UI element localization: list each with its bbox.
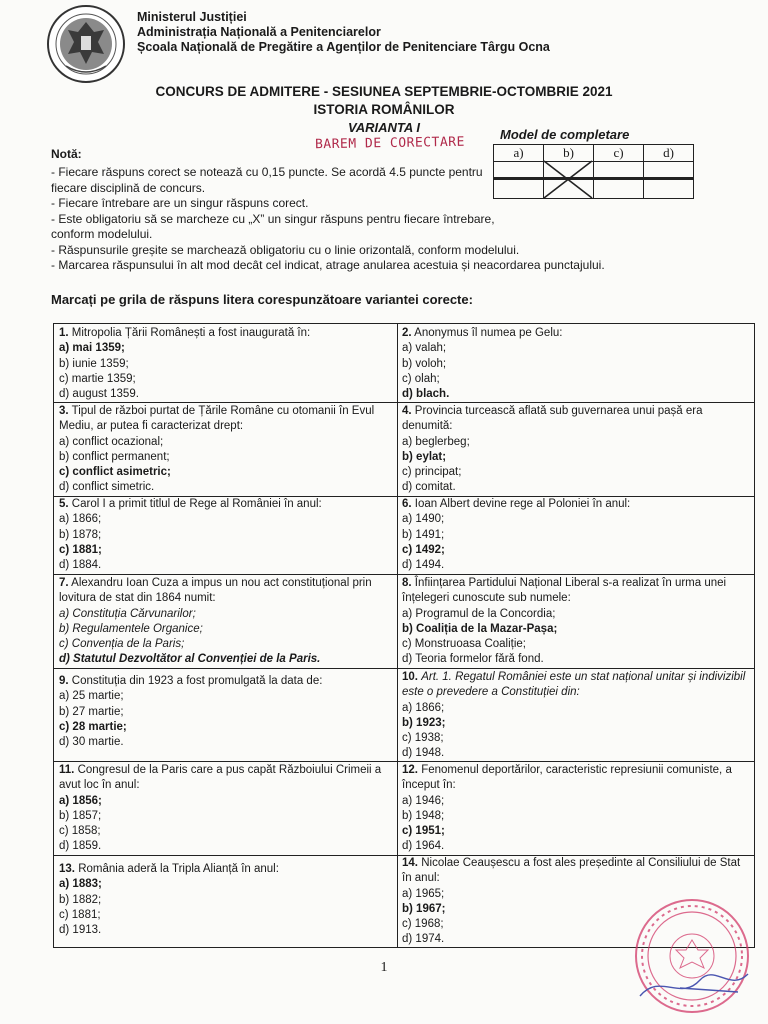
answer-option: d) august 1359. <box>59 388 139 401</box>
answer-option-correct: a) mai 1359; <box>59 342 125 355</box>
answer-option: a) 1866; <box>59 513 102 526</box>
model-header-d: d) <box>644 145 694 162</box>
institution-header <box>137 10 550 55</box>
answer-option: b) 1857; <box>59 809 102 822</box>
grid-divider <box>53 668 755 669</box>
answer-option: a) 1965; <box>402 887 445 900</box>
answer-option-correct: b) eylat; <box>402 450 447 463</box>
answer-option-correct: b) 1923; <box>402 716 446 729</box>
answer-option: d) 1859. <box>59 840 102 853</box>
question-3 <box>59 404 393 496</box>
note-line: fiecare disciplină de concurs. <box>51 180 206 195</box>
answer-option: a) Programul de la Concordia; <box>402 607 556 620</box>
answer-option: b) 1491; <box>402 528 445 541</box>
question-stem: Fenomenul deportărilor, caracteristic represiunii comuniste, a început în: <box>402 764 732 792</box>
answer-option: b) 27 martie; <box>59 705 124 718</box>
answer-option: b) conflict permanent; <box>59 450 170 463</box>
exam-subject: ISTORIA ROMÂNILOR <box>313 102 455 117</box>
answer-option: d) conflict simetric. <box>59 481 155 494</box>
answer-option: c) 1858; <box>59 825 101 838</box>
question-7 <box>59 576 393 668</box>
answer-option: b) 1948; <box>402 809 445 822</box>
ministry-logo <box>46 4 126 84</box>
answer-option: b) voloh; <box>402 357 447 370</box>
question-1 <box>59 326 393 402</box>
answer-option: d) 1884. <box>59 559 102 572</box>
model-header-a: a) <box>494 145 544 162</box>
answer-option: c) principat; <box>402 466 462 479</box>
question-10 <box>402 670 752 762</box>
answer-option: a) valah; <box>402 342 447 355</box>
answer-option: c) olah; <box>402 372 440 385</box>
question-stem: Constituția din 1923 a fost promulgată la data de: <box>71 675 323 687</box>
answer-option: a) Constituția Cărvunarilor; <box>59 607 196 620</box>
answer-option: b) iunie 1359; <box>59 357 129 370</box>
question-2 <box>402 326 752 402</box>
answer-option: a) 1866; <box>402 701 445 714</box>
page-number: 1 <box>380 960 388 975</box>
question-stem: Congresul de la Paris care a pus capăt Războiului Crimeii a avut loc în anul: <box>59 764 382 792</box>
model-cell <box>644 179 694 199</box>
answer-option: a) 1946; <box>402 794 445 807</box>
answer-option: a) beglerbeg; <box>402 435 470 448</box>
question-stem: Înființarea Partidului Național Liberal s-a realizat în urma unei înțelegeri cunoscute sub numele: <box>402 577 727 605</box>
institution-line-2: Administrația Națională a Penitenciarelor <box>137 25 381 39</box>
question-number: 10. <box>402 671 418 683</box>
answer-option: d) 1913. <box>59 924 102 937</box>
answer-option-correct: c) 1492; <box>402 543 445 556</box>
answer-option: a) 25 martie; <box>59 690 124 703</box>
grid-instruction: Marcați pe grila de răspuns litera corespunzătoare variantei corecte: <box>51 292 473 307</box>
grid-divider <box>53 574 755 575</box>
answer-option: d) Teoria formelor fără fond. <box>402 653 544 666</box>
answer-option-correct: a) 1856; <box>59 794 102 807</box>
note-line: conform modelului. <box>51 227 153 241</box>
question-stem: Nicolae Ceaușescu a fost ales președinte al Consiliului de Stat în anul: <box>402 857 741 885</box>
answer-option: d) 1974. <box>402 933 445 946</box>
question-number: 2. <box>402 327 412 339</box>
question-6 <box>402 497 752 573</box>
answer-option: d) 1494. <box>402 559 445 572</box>
answer-option-correct: c) 1951; <box>402 825 445 838</box>
question-stem: Art. 1. Regatul României este un stat național unitar și indivizibil este o prevedere a Constituției din: <box>402 671 746 699</box>
model-header-b: b) <box>544 145 594 162</box>
question-number: 6. <box>402 498 412 510</box>
question-13 <box>59 862 393 938</box>
question-number: 8. <box>402 577 412 589</box>
note-line: - Răspunsurile greșite se marchează obligatoriu cu o linie orizontală, conform modelului. <box>51 242 520 257</box>
note-line: - Marcarea răspunsului în alt mod decât cel indicat, atrage anularea acestuia și neacordarea punctajului. <box>51 258 605 272</box>
answer-option: a) 1490; <box>402 513 445 526</box>
model-title: Model de completare <box>500 127 630 142</box>
institution-line-3: Școala Națională de Pregătire a Agenților de Penitenciare Târgu Ocna <box>137 40 550 54</box>
note-line: - Fiecare răspuns corect se notează cu 0,15 puncte. Se acordă 4.5 puncte pentru <box>51 165 483 179</box>
model-header-c: c) <box>594 145 644 162</box>
answer-option: d) 1964. <box>402 840 445 853</box>
answer-option: b) Regulamentele Organice; <box>59 622 203 635</box>
question-number: 1. <box>59 327 69 339</box>
question-9 <box>59 674 393 750</box>
answer-option: c) Monstruoasa Coaliție; <box>402 638 526 651</box>
question-11 <box>59 763 393 855</box>
answer-option-correct: a) 1883; <box>59 878 102 891</box>
answer-option-correct: c) conflict asimetric; <box>59 466 171 479</box>
institution-line-1: Ministerul Justiției <box>137 10 247 24</box>
exam-variant: VARIANTA I <box>348 120 420 135</box>
question-4 <box>402 404 752 496</box>
question-number: 11. <box>59 764 75 776</box>
note-line: - Este obligatoriu să se marcheze cu „X” un singur răspuns pentru fiecare întrebare, <box>51 211 495 226</box>
question-stem: Tipul de război purtat de Țările Române cu otomanii în Evul Mediu, ar putea fi caracterizat drept: <box>59 405 375 433</box>
answer-option-correct: b) Coaliția de la Mazar-Pașa; <box>402 622 558 635</box>
question-number: 3. <box>59 405 69 417</box>
notes-list <box>51 165 611 274</box>
answer-option-correct: b) 1967; <box>402 902 446 915</box>
question-stem: Alexandru Ioan Cuza a impus un nou act constituțional prin lovitura de stat din 1864 numit: <box>59 577 372 605</box>
note-line: - Fiecare întrebare are un singur răspuns corect. <box>51 196 309 210</box>
question-stem: Mitropolia Țării Românești a fost inaugurată în: <box>71 327 311 339</box>
model-cell <box>644 162 694 179</box>
official-stamp-icon <box>620 892 760 1017</box>
question-5 <box>59 497 393 573</box>
answer-option-correct: c) 1881; <box>59 543 102 556</box>
answer-option-correct: d) Statutul Dezvoltător al Convenției de la Paris. <box>59 653 321 666</box>
answer-option: a) conflict ocazional; <box>59 435 164 448</box>
answer-option: c) 1881; <box>59 908 101 921</box>
answer-option-correct: c) 28 martie; <box>59 720 127 733</box>
exam-title: CONCURS DE ADMITERE - SESIUNEA SEPTEMBRIE-OCTOMBRIE 2021 <box>155 84 613 99</box>
question-number: 4. <box>402 405 412 417</box>
answer-option: d) 30 martie. <box>59 736 124 749</box>
answer-option: c) 1938; <box>402 732 444 745</box>
answer-option-correct: d) blach. <box>402 388 450 401</box>
answer-option: b) 1882; <box>59 893 102 906</box>
answer-option: d) comitat. <box>402 481 456 494</box>
answer-option: c) Convenția de la Paris; <box>59 638 185 651</box>
answer-option: c) martie 1359; <box>59 372 136 385</box>
question-stem: Ioan Albert devine rege al Poloniei în anul: <box>414 498 631 510</box>
question-number: 14. <box>402 857 418 869</box>
question-stem: Carol I a primit titlul de Rege al României în anul: <box>71 498 322 510</box>
question-number: 12. <box>402 764 418 776</box>
question-12 <box>402 763 752 855</box>
question-number: 5. <box>59 498 69 510</box>
question-stem: Provincia turcească aflată sub guvernarea unui pașă era denumită: <box>402 405 703 433</box>
question-number: 7. <box>59 577 69 589</box>
question-number: 13. <box>59 863 75 875</box>
handwritten-annotation: BAREM DE CORECTARE <box>314 134 466 153</box>
question-stem: România aderă la Tripla Alianță în anul: <box>78 863 279 875</box>
question-8 <box>402 576 752 668</box>
answer-option: c) 1968; <box>402 918 444 931</box>
question-number: 9. <box>59 675 69 687</box>
question-stem: Anonymus îl numea pe Gelu: <box>414 327 563 339</box>
note-label: Notă: <box>51 147 82 161</box>
answer-option: d) 1948. <box>402 747 445 760</box>
answer-option: b) 1878; <box>59 528 102 541</box>
